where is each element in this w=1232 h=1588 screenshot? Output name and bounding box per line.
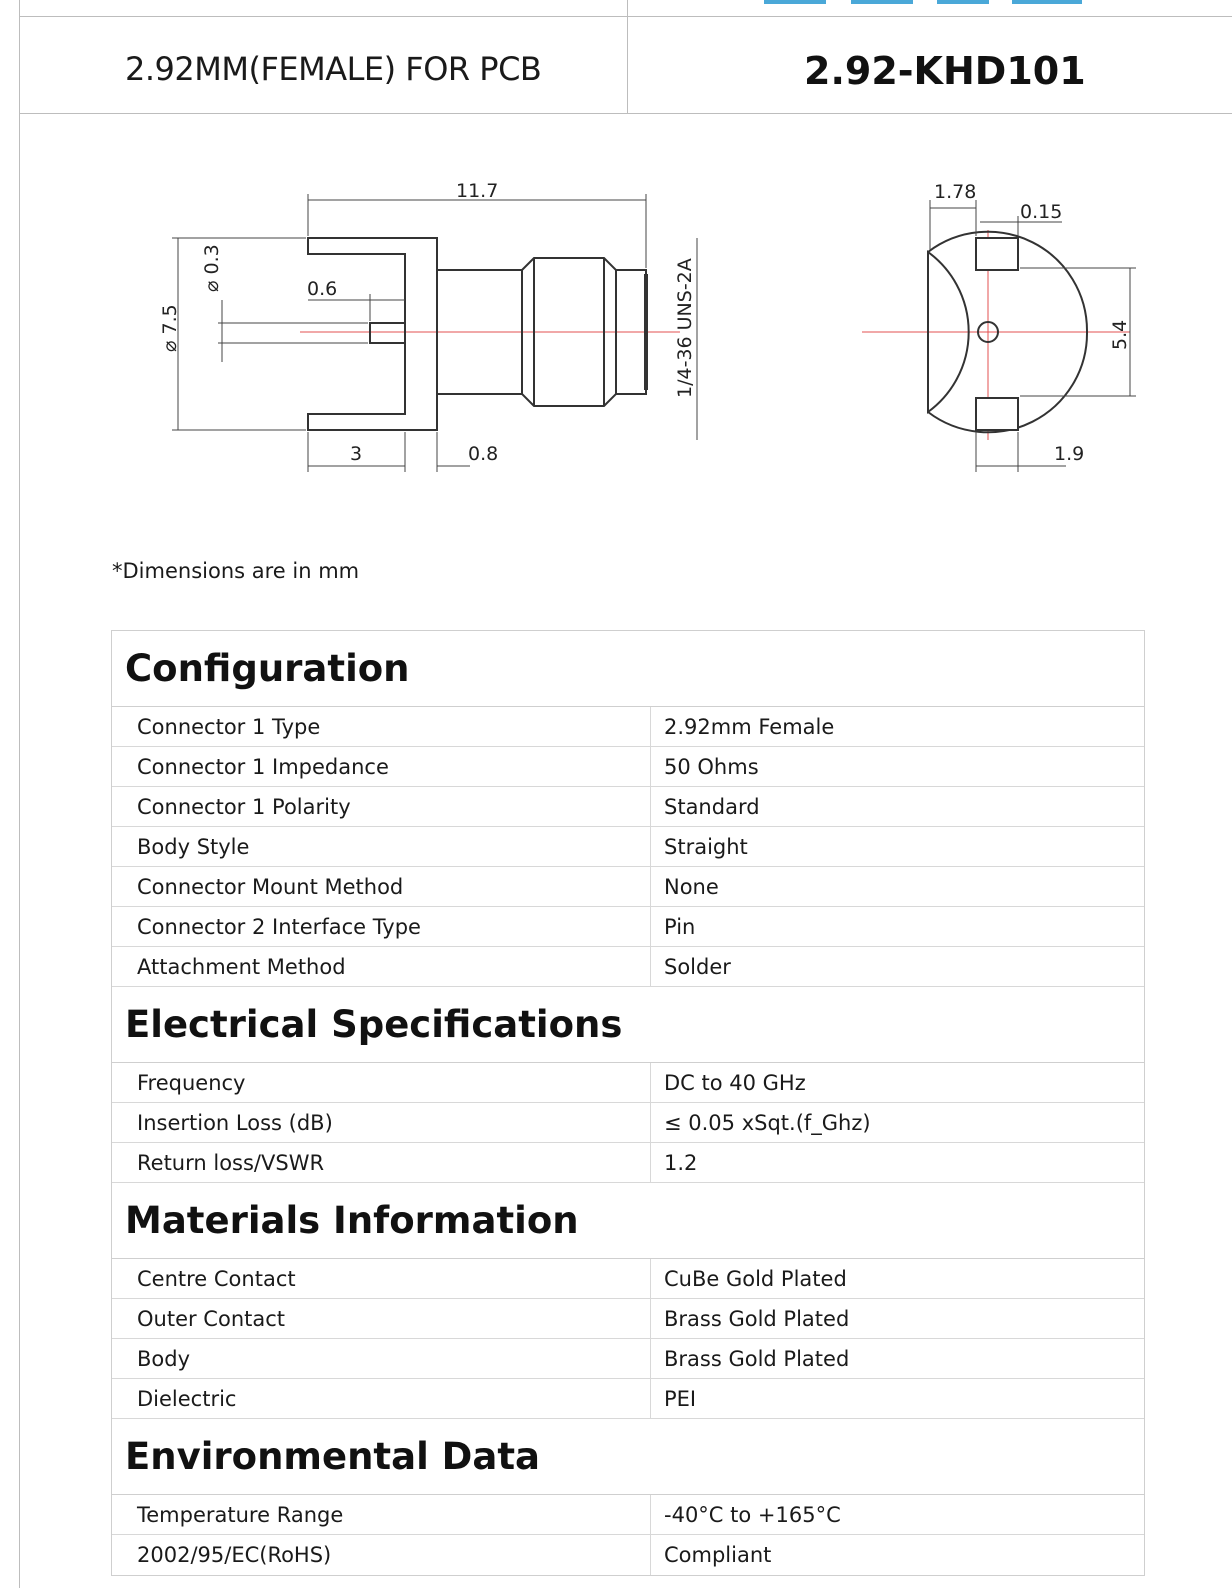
section-title: Configuration	[112, 631, 1144, 707]
table-row	[112, 1379, 1144, 1419]
row-value: Pin	[664, 914, 696, 939]
row-key: Connector 2 Interface Type	[112, 907, 651, 946]
row-value: None	[664, 874, 719, 899]
dimensions-note: *Dimensions are in mm	[112, 559, 360, 583]
table-row	[112, 1259, 1144, 1299]
row-value: Brass Gold Plated	[664, 1346, 850, 1371]
dim-flange-height: ⌀ 7.5	[159, 304, 181, 352]
section-configuration	[112, 631, 1144, 987]
row-key: Insertion Loss (dB)	[112, 1103, 651, 1142]
table-row	[112, 827, 1144, 867]
spec-table	[111, 630, 1145, 1576]
row-value: Brass Gold Plated	[664, 1306, 850, 1331]
table-row	[112, 867, 1144, 907]
table-row	[112, 1103, 1144, 1143]
row-key: Temperature Range	[112, 1495, 651, 1534]
dim-overall-length: 11.7	[456, 180, 499, 202]
dim-gap: 0.15	[1020, 201, 1063, 223]
table-row	[112, 907, 1144, 947]
table-row	[112, 947, 1144, 987]
row-key: Body Style	[112, 827, 651, 866]
table-row	[112, 1535, 1144, 1575]
dim-slot-width: 1.78	[934, 181, 977, 203]
row-key: Connector 1 Polarity	[112, 787, 651, 826]
row-value: 2.92mm Female	[664, 714, 835, 739]
row-value: Straight	[664, 834, 748, 859]
section-title: Materials Information	[112, 1183, 1144, 1259]
section-title: Environmental Data	[112, 1419, 1144, 1495]
end-view-dimensions	[930, 200, 1136, 472]
row-value: ≤ 0.05 xSqt.(f_Ghz)	[664, 1110, 871, 1135]
row-key: Connector 1 Type	[112, 707, 651, 746]
table-row	[112, 787, 1144, 827]
table-row	[112, 1143, 1144, 1183]
row-key: Centre Contact	[112, 1259, 651, 1298]
dim-end-offset: 1.9	[1054, 443, 1085, 465]
row-value: 50 Ohms	[664, 754, 759, 779]
row-value: Solder	[664, 954, 731, 979]
dim-end-height: 5.4	[1109, 319, 1131, 350]
row-key: Attachment Method	[112, 947, 651, 986]
row-key: Body	[112, 1339, 651, 1378]
row-value: Compliant	[664, 1543, 772, 1567]
table-row	[112, 747, 1144, 787]
dim-pin-offset: 0.6	[307, 278, 338, 300]
section-materials	[112, 1183, 1144, 1419]
section-title: Electrical Specifications	[112, 987, 1144, 1063]
row-value: PEI	[664, 1386, 697, 1411]
row-value: CuBe Gold Plated	[664, 1266, 847, 1291]
table-row	[112, 1495, 1144, 1535]
row-key: Outer Contact	[112, 1299, 651, 1338]
table-row	[112, 707, 1144, 747]
dim-pin-diameter: ⌀ 0.3	[201, 244, 223, 292]
dim-thread-spec: 1/4-36 UNS-2A	[674, 258, 696, 398]
dimension-drawing	[0, 0, 1232, 540]
section-electrical	[112, 987, 1144, 1183]
row-key: Dielectric	[112, 1379, 651, 1418]
table-row	[112, 1063, 1144, 1103]
dim-body-step: 0.8	[468, 443, 499, 465]
part-number: 2.92-KHD101	[804, 49, 1086, 93]
row-value: 1.2	[664, 1150, 698, 1175]
product-title: 2.92MM(FEMALE) FOR PCB	[125, 50, 542, 88]
row-value: DC to 40 GHz	[664, 1070, 806, 1095]
row-key: Connector Mount Method	[112, 867, 651, 906]
table-row	[112, 1299, 1144, 1339]
row-key: Frequency	[112, 1063, 651, 1102]
side-view-outline	[308, 238, 646, 430]
row-key: Connector 1 Impedance	[112, 747, 651, 786]
row-key: Return loss/VSWR	[112, 1143, 651, 1182]
dim-pin-length: 3	[350, 443, 363, 465]
section-environmental	[112, 1419, 1144, 1575]
table-row	[112, 1339, 1144, 1379]
row-value: -40°C to +165°C	[664, 1502, 841, 1527]
row-key: 2002/95/EC(RoHS)	[112, 1535, 651, 1575]
row-value: Standard	[664, 794, 760, 819]
